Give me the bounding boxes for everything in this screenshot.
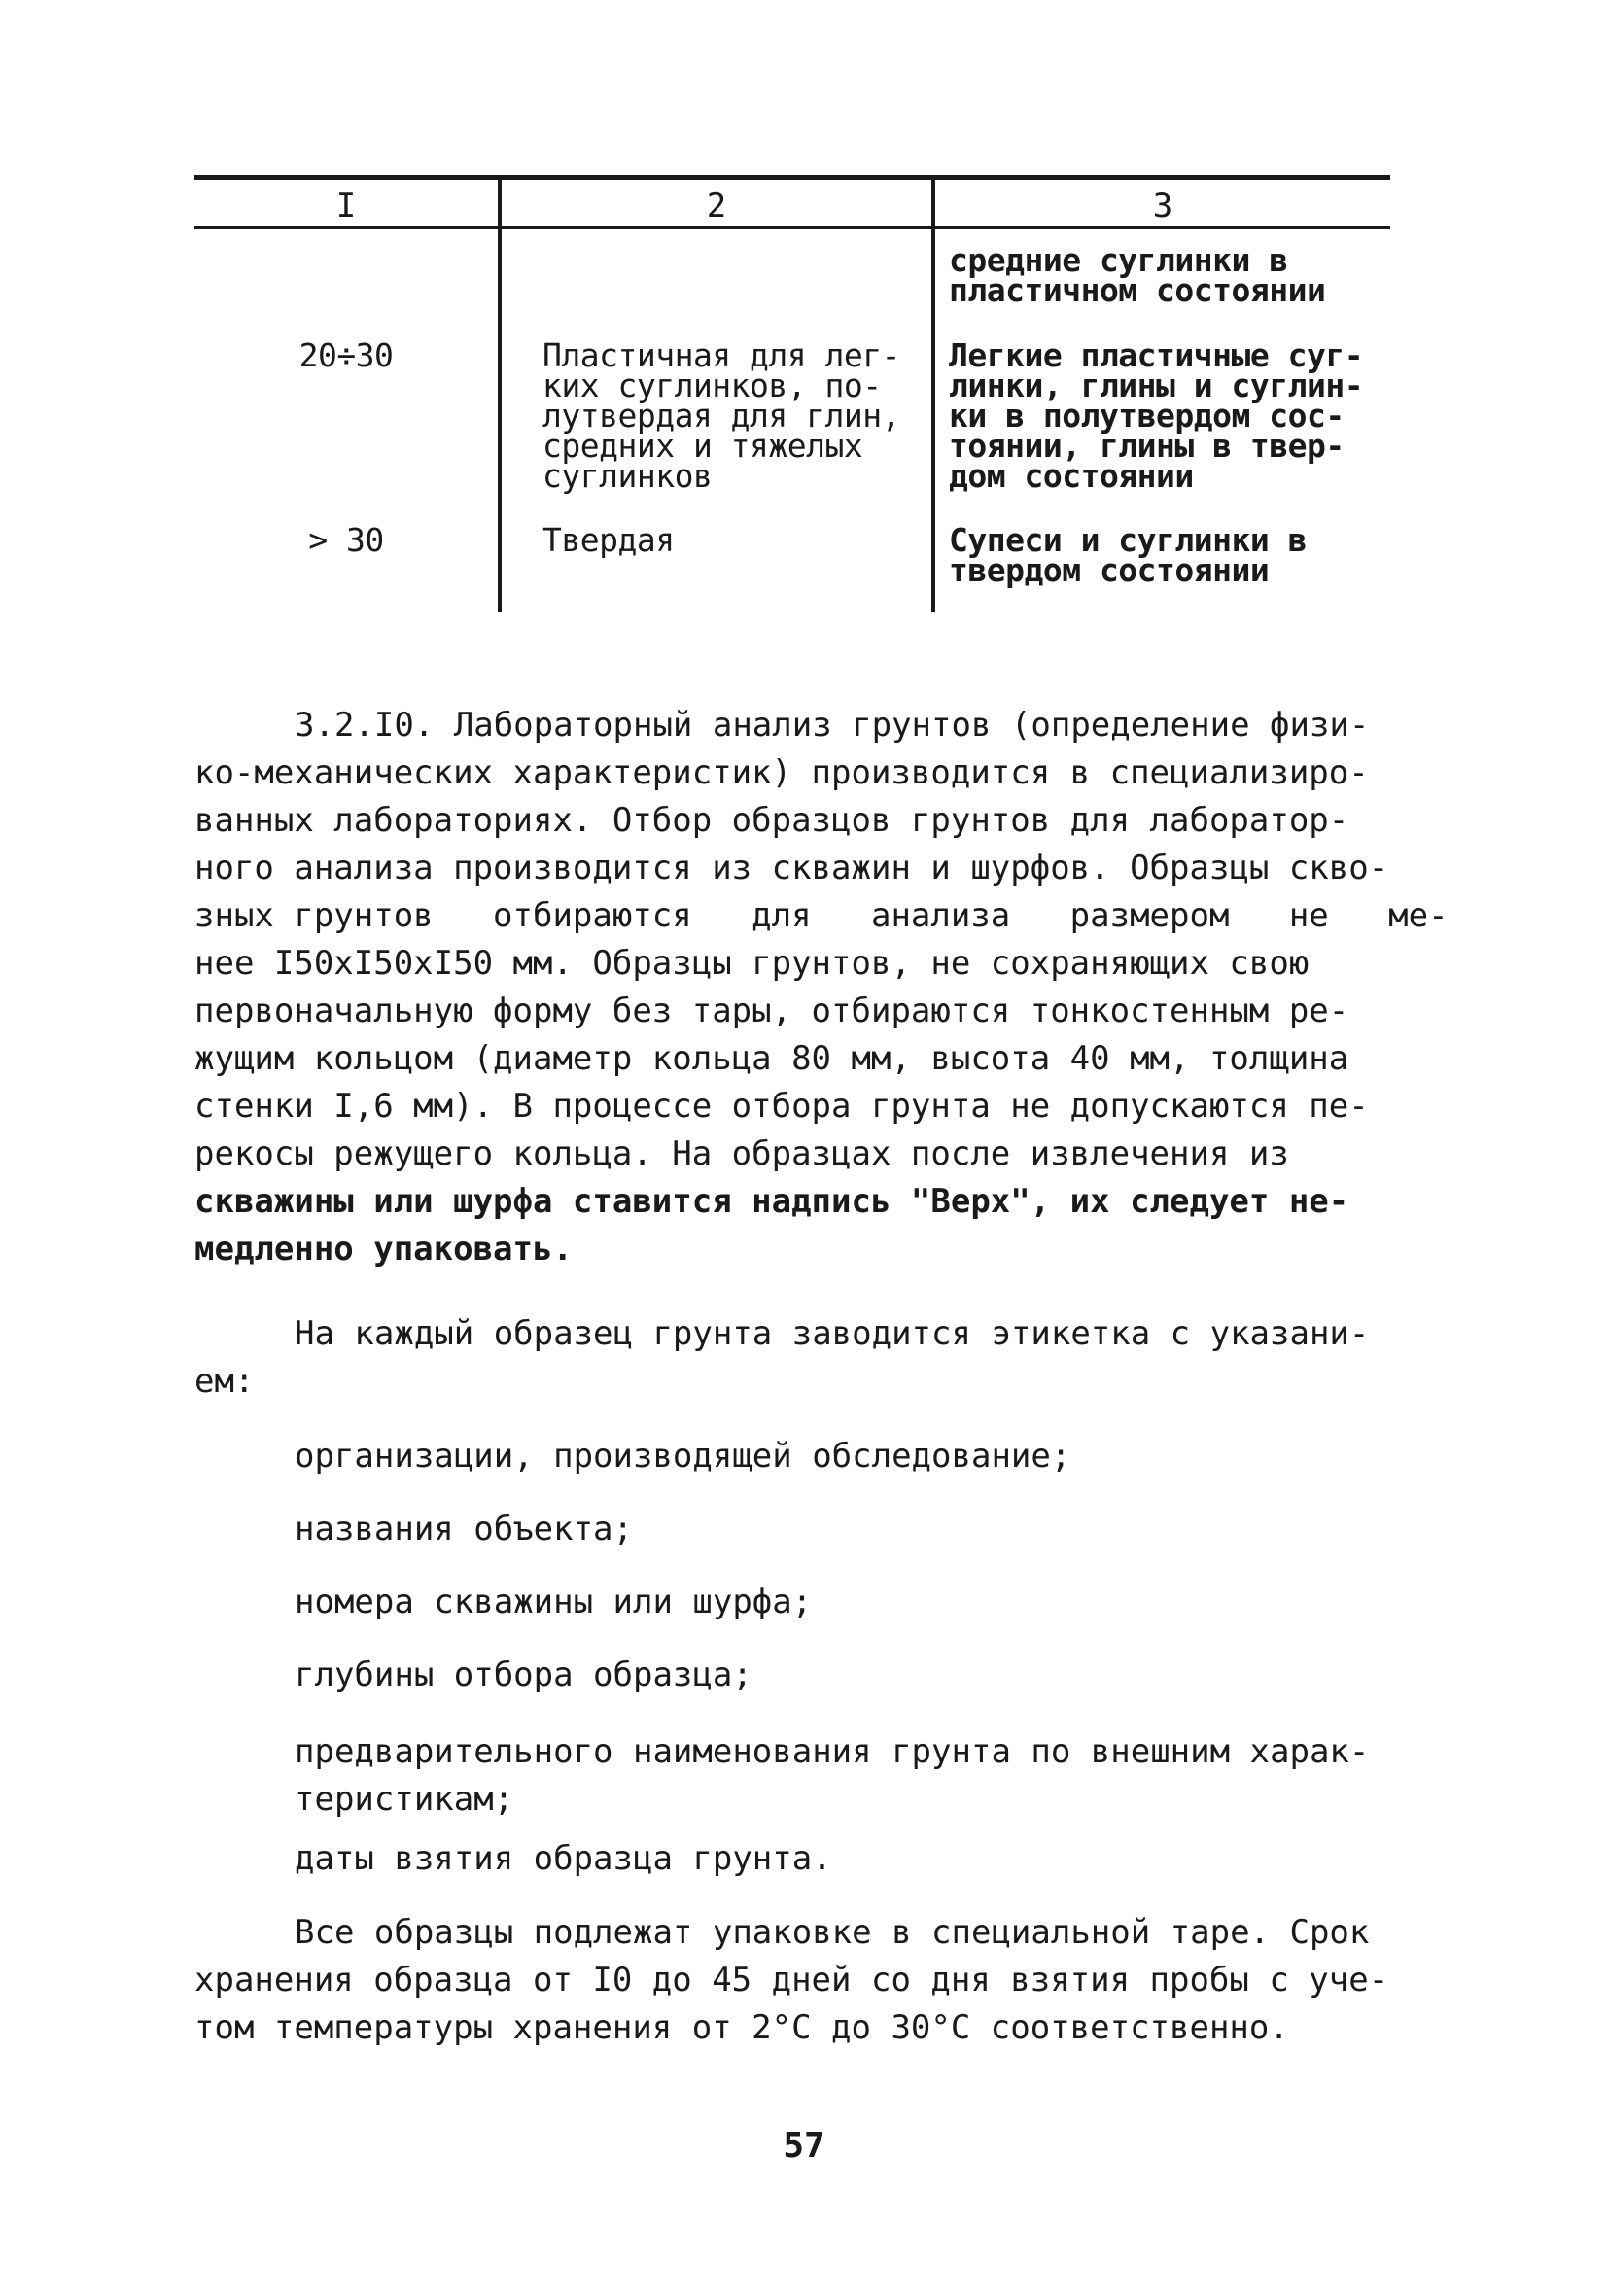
text-line: На каждый образец грунта заводится этикетка с указани- (295, 1314, 1370, 1353)
list-item: номера скважины или шурфа; (295, 1583, 813, 1621)
text-line: 3.2.I0. Лабораторный анализ грунтов (определение физи- (295, 706, 1370, 745)
table-cell-continuation: средние суглинки в пластичном состоянии (949, 241, 1326, 309)
page-number: 57 (783, 2126, 825, 2166)
table-header-col-2: 2 (706, 187, 727, 226)
text-line: том температуры хранения от 2°С до 30°С соответственно. (194, 2008, 1289, 2047)
table-cell-consistency: Твердая (542, 521, 675, 559)
text-line: стенки I,6 мм). В процессе отбора грунта не допускаются пе- (194, 1087, 1369, 1126)
text-line: ем: (194, 1362, 255, 1401)
text-line: первоначальную форму без тары, отбираются тонкостенным ре- (194, 991, 1349, 1030)
table-cell-soils: Легкие пластичные суг- линки, глины и суглин- ки в полутвердом сос- тоянии, глины в твер- дом состоянии (949, 336, 1364, 495)
text-line: нее I50xI50xI50 мм. Образцы грунтов, не сохраняющих свою (194, 944, 1310, 983)
list-item: предварительного наименования грунта по внешним харак- теристикам; (295, 1732, 1370, 1819)
text-line: жущим кольцом (диаметр кольца 80 мм, высота 40 мм, толщина (194, 1039, 1349, 1078)
list-item: организации, производящей обследование; (295, 1437, 1071, 1476)
consistency-table (194, 175, 1390, 612)
text-line: Все образцы подлежат упаковке в специальной таре. Срок (295, 1913, 1370, 1952)
text-line: хранения образца от I0 до 45 дней со дня взятия пробы с уче- (194, 1961, 1389, 2000)
text-line: ванных лабораториях. Отбор образцов грунтов для лаборатор- (194, 801, 1349, 840)
table-cell-soils: Супеси и суглинки в твердом состоянии (949, 521, 1307, 589)
list-item: названия объекта; (295, 1510, 633, 1548)
list-item: глубины отбора образца; (295, 1655, 752, 1694)
text-line: скважины или шурфа ставится надпись "Верх", их следует не- (194, 1182, 1349, 1221)
table-column-divider (498, 175, 502, 612)
text-line: зных грунтов отбираются для анализа размером не ме- (194, 896, 1449, 935)
table-cell-value: > 30 (308, 521, 384, 559)
table-top-rule (194, 175, 1390, 180)
list-item: даты взятия образца грунта. (295, 1839, 832, 1878)
table-header-rule (194, 226, 1390, 229)
text-line: ко-механических характеристик) производится в специализиро- (194, 753, 1369, 792)
table-header-col-3: 3 (1152, 187, 1173, 226)
table-cell-consistency: Пластичная для лег- ких суглинков, по- лутвердая для глин, средних и тяжелых суглинков (542, 336, 900, 495)
table-header-col-1: I (335, 187, 357, 226)
text-line: ного анализа производится из скважин и шурфов. Образцы скво- (194, 849, 1389, 887)
table-cell-value: 20÷30 (298, 336, 394, 374)
table-column-divider (931, 175, 935, 612)
text-line: медленно упаковать. (194, 1230, 573, 1269)
text-line: рекосы режущего кольца. На образцах после извлечения из (194, 1134, 1289, 1173)
